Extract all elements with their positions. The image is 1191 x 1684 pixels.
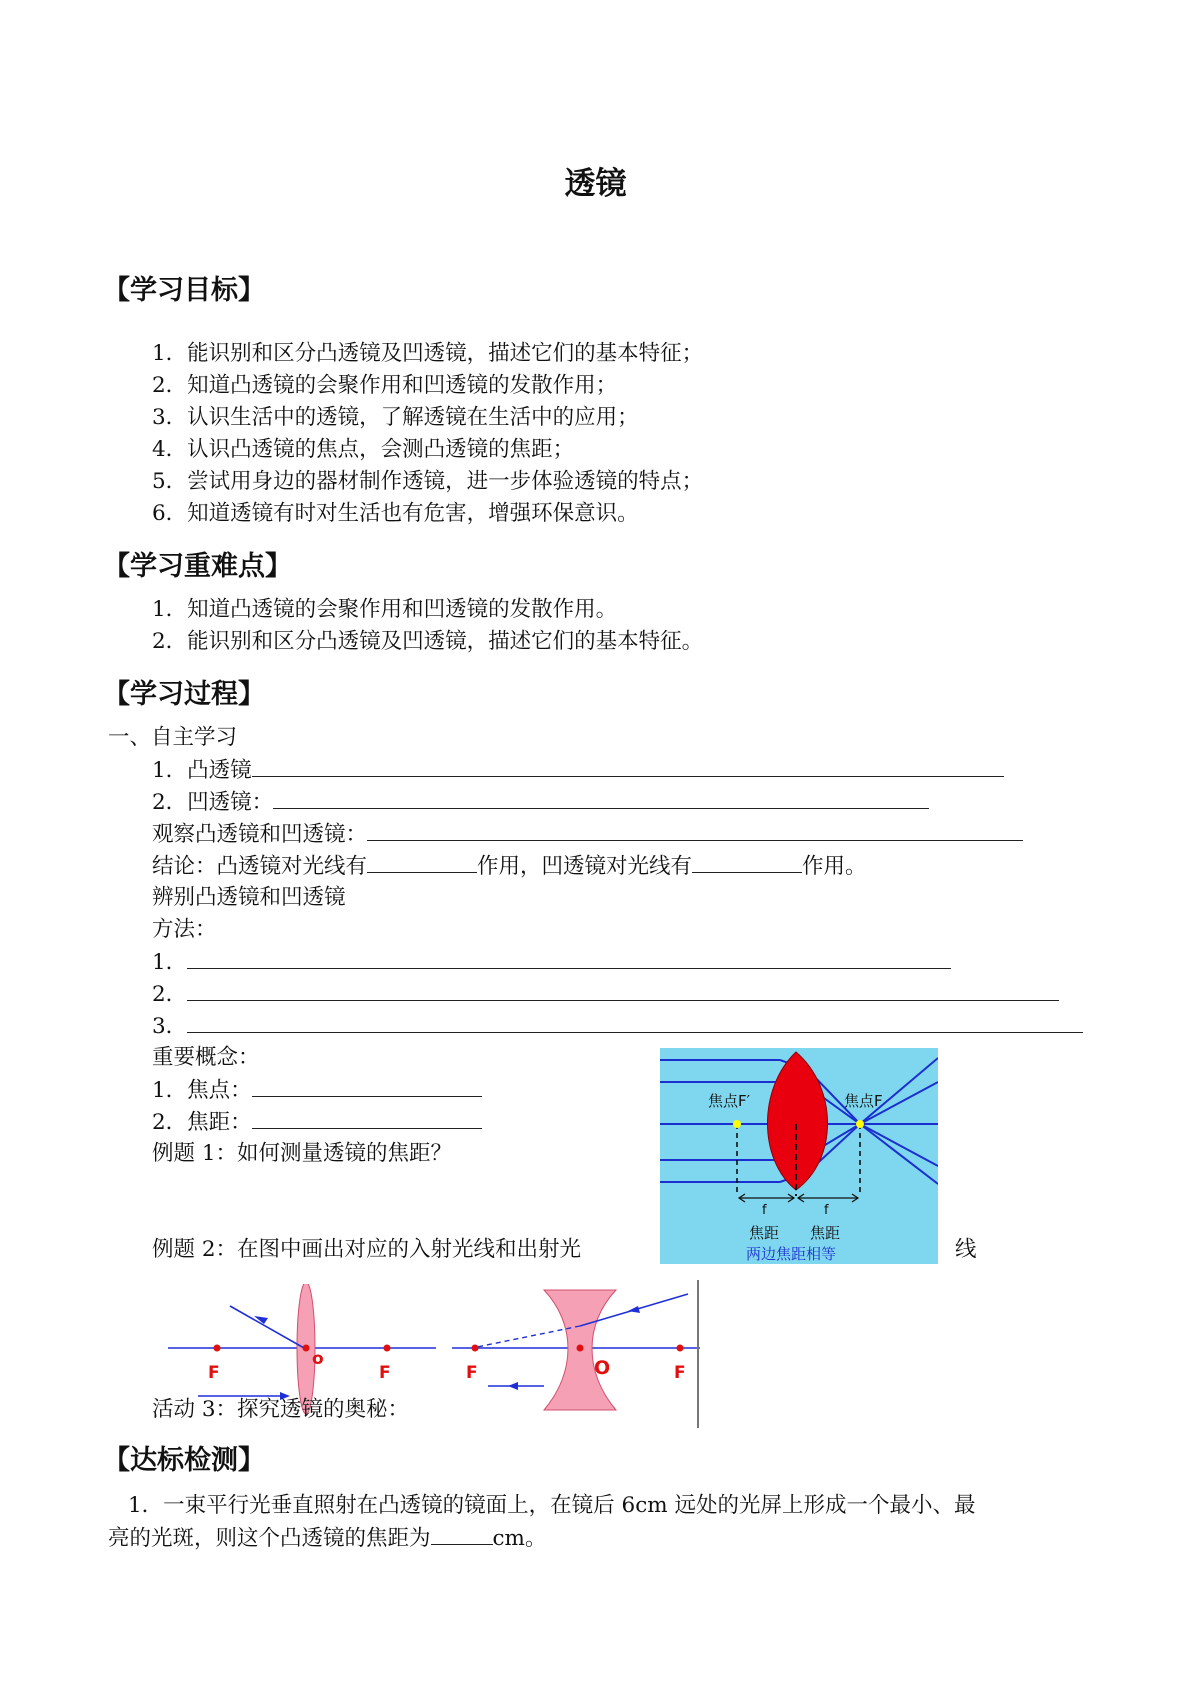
answer-blank[interactable] (367, 850, 477, 873)
section-key-points: 【学习重难点】 (103, 551, 292, 582)
method-number: 3． (152, 1014, 188, 1039)
key-point-item: 2．能识别和区分凸透镜及凹透镜，描述它们的基本特征。 (152, 629, 704, 654)
incident-ray (230, 1306, 304, 1348)
answer-blank[interactable] (692, 850, 802, 873)
distinguish-heading: 辨别凸透镜和凹透镜 (152, 885, 346, 910)
concepts-heading: 重要概念： (152, 1045, 260, 1070)
example-2-tail: 线 (955, 1237, 977, 1262)
fill-focal-length (152, 1106, 482, 1139)
check-question-1-line1: 1．一束平行光垂直照射在凸透镜的镜面上，在镜后 6cm 远处的光屏上形成一个最小、最 (128, 1493, 976, 1518)
objective-item: 6．知道透镜有时对生活也有危害，增强环保意识。 (152, 501, 639, 526)
fill-observe (152, 818, 1023, 851)
focal-point-figure (660, 1048, 938, 1264)
focal-label-right: F (379, 1363, 391, 1383)
section-objectives: 【学习目标】 (103, 275, 265, 306)
objective-item: 2．知道凸透镜的会聚作用和凹透镜的发散作用； (152, 373, 618, 398)
check-question-1-text: 亮的光斑，则这个凸透镜的焦距为 (108, 1526, 431, 1551)
focal-distance-caption-left: 焦距 (749, 1224, 780, 1242)
focal-label-right: 焦点F (844, 1092, 883, 1110)
focal-label-left: F (208, 1363, 220, 1383)
fill-concave-label: 2．凹透镜： (152, 790, 274, 815)
fill-observe-label: 观察凸透镜和凹透镜： (152, 822, 368, 847)
focal-point-left (733, 1120, 741, 1128)
conclusion-text-a: 结论：凸透镜对光线有 (152, 854, 368, 879)
focal-label-left: F (466, 1363, 478, 1383)
fill-method-2 (152, 978, 1059, 1011)
method-heading: 方法： (152, 917, 217, 942)
objective-item: 3．认识生活中的透镜，了解透镜在生活中的应用； (152, 405, 639, 430)
objective-item: 4．认识凸透镜的焦点，会测凸透镜的焦距； (152, 437, 575, 462)
answer-blank[interactable] (252, 1106, 482, 1129)
key-point-item: 1．知道凸透镜的会聚作用和凹透镜的发散作用。 (152, 597, 618, 622)
method-number: 1． (152, 950, 188, 975)
fill-focus (152, 1074, 482, 1107)
focal-point-right (856, 1120, 864, 1128)
equal-focal-caption: 两边焦距相等 (746, 1245, 837, 1263)
objective-item: 1．能识别和区分凸透镜及凹透镜，描述它们的基本特征； (152, 341, 704, 366)
focal-label-right: F (674, 1363, 686, 1383)
fill-conclusion (152, 850, 867, 883)
answer-blank[interactable] (431, 1522, 493, 1545)
center-label: O (594, 1357, 611, 1379)
fill-method-3 (152, 1010, 1083, 1043)
objective-item: 5．尝试用身边的器材制作透镜，进一步体验透镜的特点； (152, 469, 704, 494)
ray-arrow-icon (508, 1382, 518, 1390)
optical-center (303, 1345, 310, 1352)
focal-point-left (472, 1345, 479, 1352)
fill-convex (152, 754, 1004, 787)
focal-point-right (384, 1345, 391, 1352)
answer-blank[interactable] (187, 946, 951, 969)
center-label: o (312, 1349, 324, 1369)
concave-ray-figure (452, 1280, 702, 1430)
check-question-1-line2 (108, 1522, 546, 1555)
answer-blank[interactable] (252, 754, 1004, 777)
fill-concave (152, 786, 929, 819)
part-heading: 一、自主学习 (108, 725, 238, 750)
answer-blank[interactable] (187, 978, 1059, 1001)
example-2: 例题 2：在图中画出对应的入射光线和出射光 (152, 1237, 582, 1262)
page-title: 透镜 (564, 166, 627, 202)
conclusion-text-c: 作用。 (802, 854, 867, 879)
answer-blank[interactable] (187, 1010, 1083, 1033)
f-label-left: f (762, 1203, 767, 1218)
fill-method-1 (152, 946, 951, 979)
focal-point-right (677, 1345, 684, 1352)
answer-blank[interactable] (367, 818, 1023, 841)
focus-label: 1．焦点： (152, 1078, 252, 1103)
focal-length-label: 2．焦距： (152, 1110, 252, 1135)
section-process: 【学习过程】 (103, 679, 265, 710)
f-label-right: f (824, 1203, 829, 1218)
optical-center (577, 1345, 584, 1352)
focal-label-left: 焦点F′ (708, 1092, 751, 1110)
answer-blank[interactable] (273, 786, 929, 809)
conclusion-text-b: 作用，凹透镜对光线有 (477, 854, 693, 879)
example-1: 例题 1：如何测量透镜的焦距？ (152, 1141, 453, 1166)
extension-ray (472, 1326, 580, 1348)
section-check: 【达标检测】 (103, 1445, 265, 1476)
focal-point-left (214, 1345, 221, 1352)
focal-distance-caption-right: 焦距 (810, 1224, 841, 1242)
check-question-1-unit: cm。 (492, 1526, 547, 1551)
answer-blank[interactable] (252, 1074, 482, 1097)
method-number: 2． (152, 982, 188, 1007)
fill-convex-label: 1．凸透镜 (152, 758, 252, 783)
activity-3: 活动 3：探究透镜的奥秘： (152, 1397, 410, 1422)
